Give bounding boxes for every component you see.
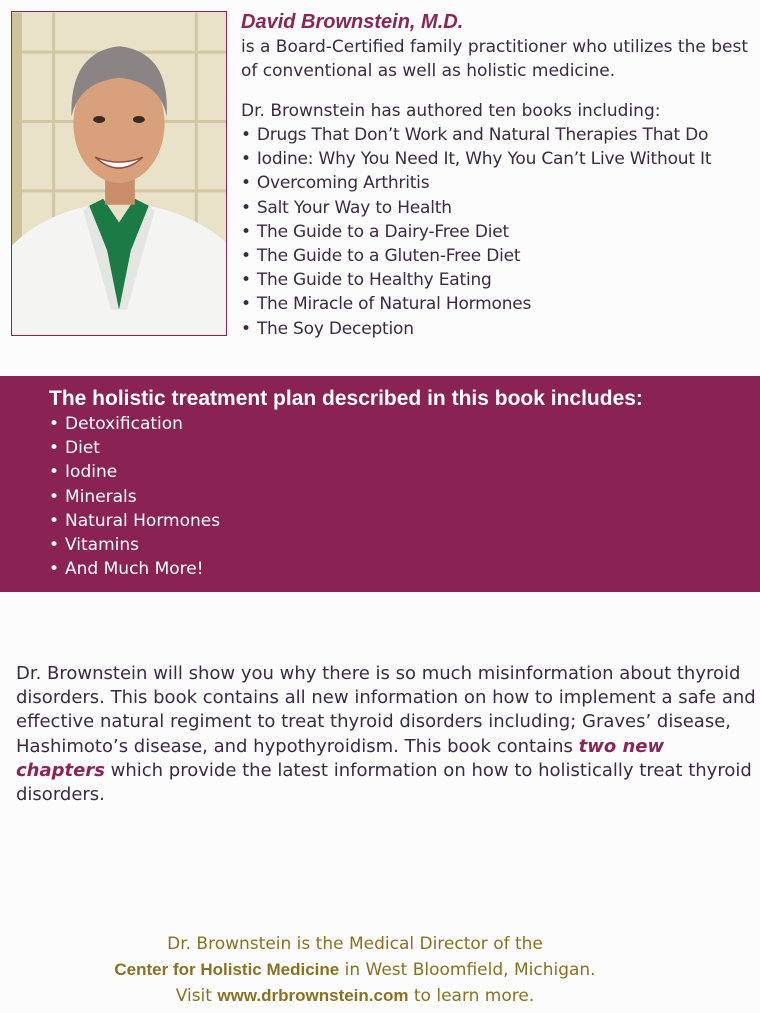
footer-line-2 bbox=[0, 957, 710, 983]
website-link[interactable]: www.drbrownstein.com bbox=[217, 986, 409, 1005]
visit-prefix: Visit bbox=[175, 986, 218, 1006]
treatment-item: • Detoxification bbox=[49, 412, 220, 436]
book-item: • Drugs That Don’t Work and Natural Therapies That Do bbox=[241, 123, 756, 147]
description-text-end: which provide the latest information on how to holistically treat thyroid disorders. bbox=[16, 759, 752, 806]
footer-line-1: Dr. Brownstein is the Medical Director of the bbox=[167, 934, 543, 954]
visit-suffix: to learn more. bbox=[408, 986, 535, 1006]
treatment-item: • Iodine bbox=[49, 460, 220, 484]
treatment-plan-title: The holistic treatment plan described in this book includes: bbox=[49, 387, 643, 410]
center-location: in West Bloomfield, Michigan. bbox=[339, 960, 596, 980]
treatment-plan-list bbox=[49, 412, 220, 581]
author-bio bbox=[241, 10, 756, 341]
author-photo bbox=[11, 11, 227, 336]
book-item: • The Soy Deception bbox=[241, 317, 756, 341]
treatment-plan-band bbox=[0, 376, 760, 592]
author-name: David Brownstein, M.D. bbox=[241, 11, 464, 33]
books-intro: Dr. Brownstein has authored ten books including: bbox=[241, 101, 661, 121]
book-item: • The Guide to a Dairy-Free Diet bbox=[241, 220, 756, 244]
center-name: Center for Holistic Medicine bbox=[114, 960, 340, 979]
book-item: • The Miracle of Natural Hormones bbox=[241, 292, 756, 316]
book-item: • Overcoming Arthritis bbox=[241, 171, 756, 195]
book-item: • The Guide to Healthy Eating bbox=[241, 268, 756, 292]
treatment-item: • Natural Hormones bbox=[49, 509, 220, 533]
book-item: • The Guide to a Gluten-Free Diet bbox=[241, 244, 756, 268]
books-list bbox=[241, 123, 756, 341]
treatment-item: • Vitamins bbox=[49, 533, 220, 557]
author-description: is a Board-Certified family practitioner who utilizes the best of conventional as well as holistic medicine. bbox=[241, 37, 749, 81]
book-item: • Salt Your Way to Health bbox=[241, 196, 756, 220]
description-emphasis: two new chapters bbox=[16, 735, 665, 781]
treatment-item: • And Much More! bbox=[49, 557, 220, 581]
book-description bbox=[16, 662, 756, 807]
book-item: • Iodine: Why You Need It, Why You Can’t Live Without It bbox=[241, 147, 756, 171]
author-portrait-image bbox=[12, 12, 226, 335]
treatment-item: • Minerals bbox=[49, 485, 220, 509]
treatment-item: • Diet bbox=[49, 436, 220, 460]
description-text-start: Dr. Brownstein will show you why there is so much misinformation about thyroid disorders. This book contains all new information on how to implement a safe and effective natural regiment to treat thyroid disorders including; Graves’ disease, Hashimoto’s disease, and hypothyroidism. This book contains bbox=[16, 663, 756, 757]
footer-line-3 bbox=[0, 983, 710, 1009]
footer bbox=[0, 932, 710, 1009]
